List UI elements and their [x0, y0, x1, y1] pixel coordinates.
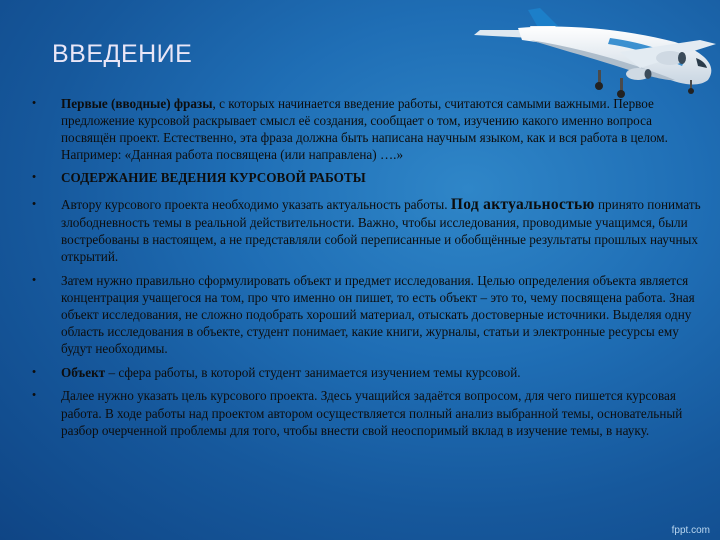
watermark: fppt.com — [671, 525, 710, 536]
airplane-icon — [470, 0, 720, 110]
list-item — [28, 95, 708, 163]
item-text: Далее нужно указать цель курсового проекта. Здесь учащийся задаётся вопросом, для чего пишется курсовая работа. В ходе работы над проектом автором осуществляется полный анализ выбранной темы, основательный разбор очерченной проблемы для того, чтобы внести свой неоспоримый вклад в изучение темы, в науку. — [61, 388, 683, 438]
item-text: Затем нужно правильно сформулировать объект и предмет исследования. Целью определения объекта является концентрация учащегося на том, про что именно он пишет, то есть объект – это то, чему посвящена работа. Зная объект исследования, не сложно подобрать хороший материал, отыскать достоверные источники. Выделяя одну область исследования в объекте, студент понимает, какие книги, журналы, статьи и электронные ресурсы ему будут необходимы. — [61, 272, 695, 357]
item-text: Автору курсового проекта необходимо указать актуальность работы. — [61, 197, 448, 213]
bullet-icon: • — [32, 171, 36, 184]
list-item — [28, 364, 708, 381]
bullet-icon: • — [32, 198, 36, 211]
item-text: – сфера работы, в которой студент занимается изучением темы курсовой. — [105, 365, 521, 381]
item-text: , с которых начинается введение работы, считаются самыми важными. Первое предложение курсовой раскрывает смысл её создания, сообщает о том, изучению какого именно вопроса посвящён проект. Естественно, эта фраза должна быть написана научным языком, как и вся работа в целом. Например: «Данная работа посвящена (или направлена) ….» — [61, 96, 668, 163]
list-item — [28, 387, 708, 438]
bullet-icon: • — [32, 273, 36, 286]
list-item — [28, 196, 708, 264]
bullet-icon: • — [32, 97, 36, 109]
bullet-icon: • — [32, 366, 36, 379]
bullet-icon: • — [32, 389, 36, 402]
item-bold-text: Первые (вводные) фразы — [61, 96, 213, 111]
item-bold-text: Объект — [61, 365, 106, 381]
list-item — [28, 169, 708, 186]
list-item — [28, 272, 708, 357]
slide-title: ВВЕДЕНИЕ — [52, 40, 193, 68]
item-bold-text: Под актуальностью — [450, 196, 595, 214]
section-heading: СОДЕРЖАНИЕ ВЕДЕНИЯ КУРСОВОЙ РАБОТЫ — [61, 170, 366, 186]
item-text: принято понимать злободневность темы в реальной действительности. Важно, чтобы исследования, проводимые учащимся, были востребованы в настоящем, а не представляли собой переписанные и обобщённые результаты прошлых научных открытий. — [61, 197, 701, 264]
bullet-list — [28, 95, 708, 439]
